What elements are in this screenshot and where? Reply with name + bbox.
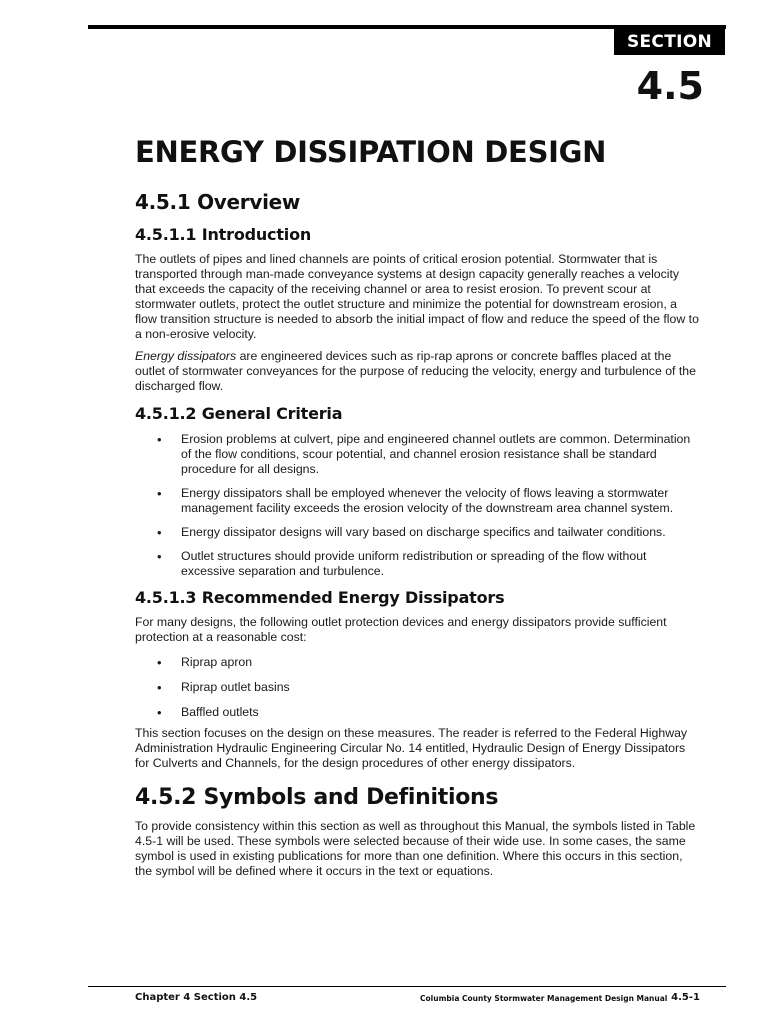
- energy-dissipators-definition: are engineered devices such as rip-rap aprons or concrete baffles placed at the outlet of stormwater conveyances for the purpose of reducing the velocity, energy and turbulence of the discharged flow.: [135, 349, 696, 393]
- introduction-paragraph: The outlets of pipes and lined channels are points of critical erosion potential. Stormwater that is transported through man-made conveyance systems at design capacity generally reaches a velocity that exceeds the capacity of the receiving channel or area to resist erosion. To prevent scour at stormwater outlets, protect the outlet structure and minimize the potential for downstream erosion, a flow transition structure is needed to absorb the initial impact of flow and reduce the speed of the flow to a non-erosive velocity.: [135, 252, 699, 341]
- energy-dissipators-term: Energy dissipators: [135, 349, 237, 363]
- recommended-list: [155, 655, 701, 720]
- page-title: ENERGY DISSIPATION DESIGN: [135, 135, 607, 169]
- recommended-intro: For many designs, the following outlet protection devices and energy dissipators provide sufficient protection at a reasonable cost:: [135, 615, 667, 644]
- energy-dissipators-paragraph: [135, 349, 701, 394]
- list-item: • Baffled outlets: [155, 705, 701, 720]
- recommended-closing: This section focuses on the design on these measures. The reader is referred to the Federal Highway Administration Hydraulic Engineering Circular No. 14 entitled, Hydraulic Design of Energy Dissipators for Culverts and Channels, for the design procedures of other energy dissipators.: [135, 726, 688, 770]
- list-item: • Riprap outlet basins: [155, 680, 701, 695]
- general-criteria-list: [155, 432, 701, 579]
- overview-heading: 4.5.1 Overview: [135, 190, 301, 214]
- list-item: • Energy dissipator designs will vary based on discharge specifics and tailwater conditions.: [155, 525, 701, 540]
- list-item: • Erosion problems at culvert, pipe and engineered channel outlets are common. Determination of the flow conditions, scour potential, and channel erosion resistance shall be standard procedure for all designs.: [155, 432, 701, 477]
- symbols-heading: 4.5.2 Symbols and Definitions: [135, 785, 499, 810]
- footer-rule: [88, 986, 726, 987]
- footer-manual-title: Columbia County Stormwater Management Design Manual: [420, 994, 668, 1003]
- recommended-dissipators-heading: 4.5.1.3 Recommended Energy Dissipators: [135, 588, 505, 607]
- introduction-heading: 4.5.1.1 Introduction: [135, 225, 312, 244]
- main-content: [135, 132, 701, 879]
- list-item: • Energy dissipators shall be employed whenever the velocity of flows leaving a stormwater management facility exceeds the erosion velocity of the downstream area channel system.: [155, 486, 701, 516]
- symbols-paragraph: To provide consistency within this section as well as throughout this Manual, the symbols listed in Table 4.5-1 will be used. These symbols were selected because of their wide use. In some cases, the same symbol is used in existing publications for more than one definition. Where this occurs in this section, the symbol will be defined where it occurs in the text or equations.: [135, 819, 696, 878]
- section-number: 4.5: [636, 64, 704, 108]
- general-criteria-heading: 4.5.1.2 General Criteria: [135, 404, 343, 423]
- footer-chapter: Chapter 4 Section 4.5: [135, 992, 258, 1003]
- footer-page-number: 4.5-1: [671, 992, 700, 1003]
- list-item: • Riprap apron: [155, 655, 701, 670]
- section-label: SECTION: [614, 29, 725, 55]
- list-item: • Outlet structures should provide uniform redistribution or spreading of the flow without excessive separation and turbulence.: [155, 549, 701, 579]
